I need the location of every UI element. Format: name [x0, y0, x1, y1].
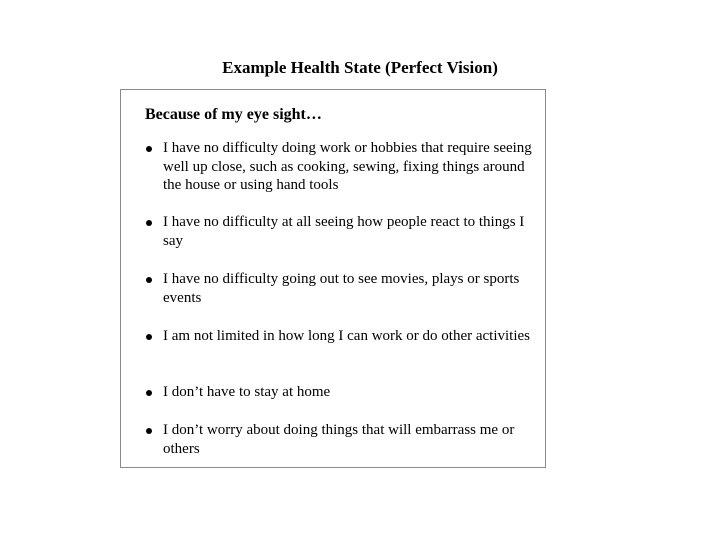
bullet-icon [146, 334, 152, 340]
bullet-icon [146, 277, 152, 283]
bullet-icon [146, 220, 152, 226]
box-heading: Because of my eye sight… [145, 106, 322, 123]
health-state-box [120, 89, 546, 468]
list-item-text: I don’t worry about doing things that will embarrass me or others [163, 422, 515, 457]
bullet-icon [146, 428, 152, 434]
bullet-icon [146, 390, 152, 396]
page-title: Example Health State (Perfect Vision) [222, 58, 498, 77]
list-item-text: I have no difficulty doing work or hobbies that require seeing well up close, such as cooking, sewing, fixing things around the house or using hand tools [163, 140, 532, 193]
list-item-text: I am not limited in how long I can work or do other activities [163, 328, 531, 344]
list-item-text: I don’t have to stay at home [163, 384, 331, 400]
bullet-icon [146, 146, 152, 152]
list-item-text: I have no difficulty going out to see movies, plays or sports events [163, 271, 520, 306]
list-item-text: I have no difficulty at all seeing how people react to things I say [163, 214, 525, 249]
